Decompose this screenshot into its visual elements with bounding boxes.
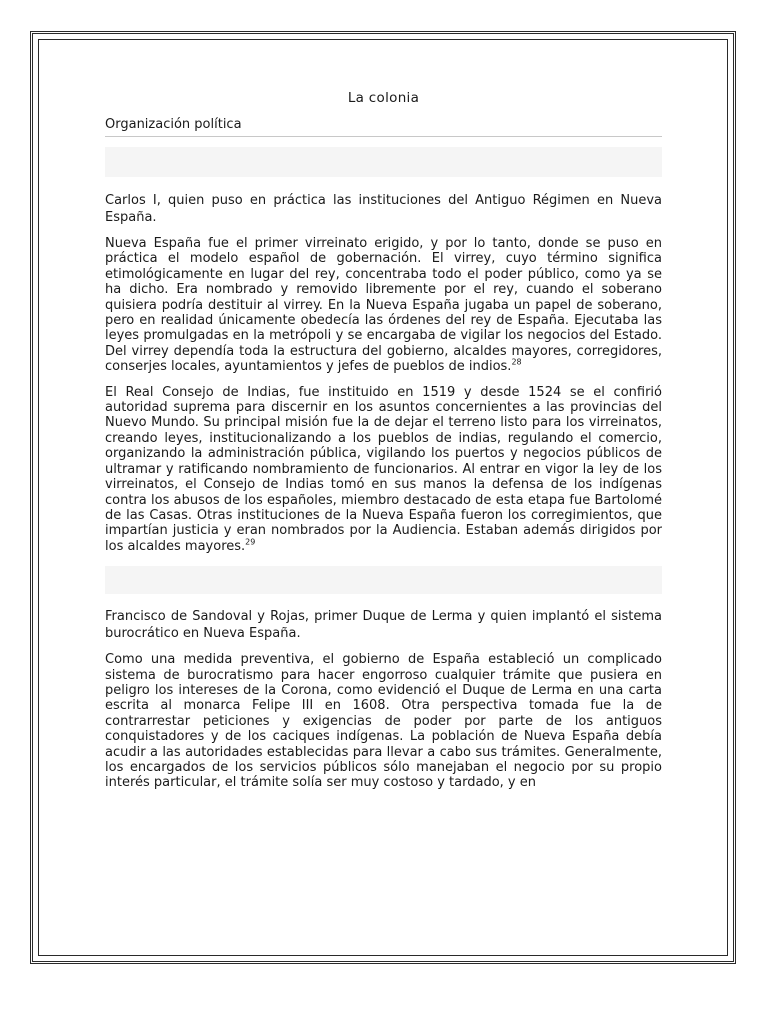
paragraph-1-text: Nueva España fue el primer virreinato erigido, y por lo tanto, donde se puso en práctica el modelo español de gobernación. El virrey, cuyo término significa etimológicamente en lugar del rey, concentraba todo el poder público, como ya se ha dicho. Era nombrado y removido libremente por el rey, cuando el soberano quisiera podría destituir al virrey. En la Nueva España jugaba un papel de soberano, pero en realidad únicamente obedecía las órdenes del rey de España. Ejecutaba las leyes promulgadas en la metrópoli y se encargaba de vigilar los negocios del Estado. Del virrey dependía toda la estructura del gobierno, alcaldes mayores, corregidores, conserjes locales, ayuntamientos y jefes de pueblos de indios. [105, 236, 662, 375]
footnote-ref-28[interactable]: 28 [511, 357, 522, 367]
image-caption-1: Carlos I, quien puso en práctica las instituciones del Antiguo Régimen en Nueva España. [105, 193, 662, 225]
document-body [105, 88, 662, 791]
paragraph-3: Como una medida preventiva, el gobierno de España estableció un complicado sistema de burocratismo para hacer engorroso cualquier trámite que pusiera en peligro los intereses de la Corona, como evidenció el Duque de Lerma en una carta escrita al monarca Felipe III en 1608. Otra perspectiva tomada fue la de contrarrestar peticiones y exigencias de poder por parte de los antiguos conquistadores y de los caciques indígenas. La población de Nueva España debía acudir a las autoridades establecidas para llevar a cabo sus trámites. Generalmente, los encargados de los servicios públicos sólo manejaban el negocio por su propio interés particular, el trámite solía ser muy costoso y tardado, y en [105, 652, 662, 791]
footnote-ref-29[interactable]: 29 [245, 537, 256, 547]
document-title: La colonia [347, 90, 420, 106]
paragraph-2-text: El Real Consejo de Indias, fue instituido en 1519 y desde 1524 se el confirió autoridad suprema para discernir en los asuntos concernientes a las provincias del Nuevo Mundo. Su principal misión fue la de dejar el terreno listo para los virreinatos, creando leyes, institucionalizando a los pueblos de indias, regulando el comercio, organizando la administración pública, vigilando los puertos y negocios públicos de ultramar y ratificando nombramiento de funcionarios. Al entrar en vigor la ley de los virreinatos, el Consejo de Indias tomó en sus manos la defensa de los indígenas contra los abusos de los españoles, miembro destacado de esta etapa fue Bartolomé de las Casas. Otras instituciones de la Nueva España fueron los corregimientos, que impartían justicia y eran nombrados por la Audiencia. Estaban además dirigidos por los alcaldes mayores. [105, 384, 662, 554]
image-caption-2: Francisco de Sandoval y Rojas, primer Duque de Lerma y quien implantó el sistema burocrático en Nueva España. [105, 609, 662, 642]
image-placeholder-2 [105, 566, 662, 594]
image-placeholder-1 [105, 147, 662, 177]
paragraph-1 [105, 236, 662, 375]
paragraph-2 [105, 385, 662, 554]
section-heading: Organización política [105, 116, 662, 137]
